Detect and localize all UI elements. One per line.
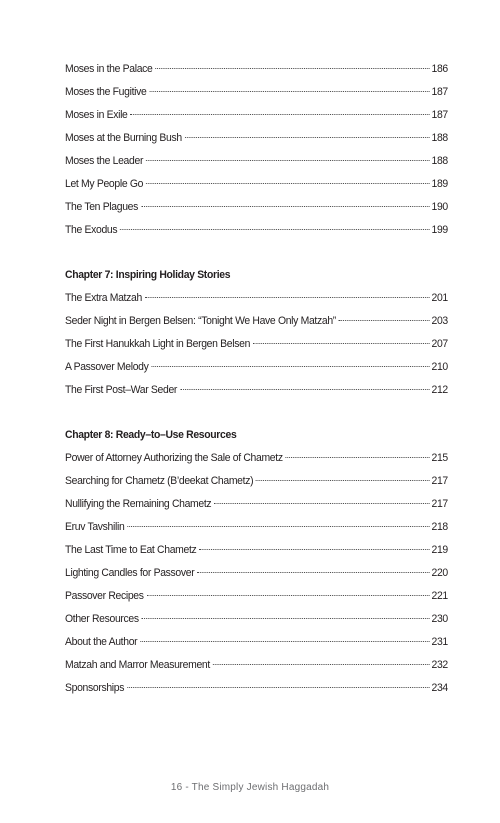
- toc-entry: [65, 539, 448, 562]
- dot-leader: [127, 687, 430, 688]
- toc-entry-page: 220: [431, 567, 448, 579]
- toc-entry-page: 218: [431, 521, 448, 533]
- page-footer: 16 - The Simply Jewish Haggadah: [170, 782, 330, 793]
- toc-entry-title: The Extra Matzah: [65, 292, 142, 304]
- toc-entry-title: Moses in the Palace: [65, 63, 153, 75]
- toc-entry: [65, 150, 448, 173]
- dot-leader: [146, 595, 429, 596]
- toc-entry: [65, 379, 448, 402]
- dot-leader: [120, 229, 430, 230]
- dot-leader: [140, 641, 430, 642]
- toc-entry: [65, 127, 448, 150]
- dot-leader: [197, 572, 429, 573]
- toc-entry: [65, 470, 448, 493]
- table-of-contents: [65, 58, 448, 700]
- toc-entry-page: 234: [431, 682, 448, 694]
- toc-entry-page: 189: [431, 178, 448, 190]
- toc-entry-title: Let My People Go: [65, 178, 144, 190]
- toc-entry-page: 207: [431, 338, 448, 350]
- toc-entry-page: 231: [431, 636, 448, 648]
- toc-entry: [65, 287, 448, 310]
- toc-entry-page: 232: [431, 659, 448, 671]
- toc-entry: [65, 516, 448, 539]
- toc-entry-title: Moses in Exile: [65, 109, 128, 121]
- toc-entry-page: 210: [431, 361, 448, 373]
- dot-leader: [199, 549, 429, 550]
- toc-section-chapter-8: [65, 447, 448, 700]
- toc-section-chapter-7: [65, 287, 448, 402]
- toc-entry-title: Moses the Fugitive: [65, 86, 147, 98]
- toc-entry-title: Lighting Candles for Passover: [65, 567, 195, 579]
- toc-section-moses: [65, 58, 448, 242]
- toc-entry: [65, 562, 448, 585]
- dot-leader: [155, 68, 429, 69]
- toc-entry-title: A Passover Melody: [65, 361, 149, 373]
- section-gap: [65, 242, 448, 264]
- toc-entry: [65, 333, 448, 356]
- toc-entry-page: 187: [431, 109, 448, 121]
- dot-leader: [256, 480, 430, 481]
- toc-entry-title: Sponsorships: [65, 682, 125, 694]
- toc-entry-page: 212: [431, 384, 448, 396]
- toc-entry: [65, 585, 448, 608]
- toc-entry: [65, 493, 448, 516]
- toc-entry: [65, 631, 448, 654]
- dot-leader: [130, 114, 429, 115]
- toc-entry-title: About the Author: [65, 636, 138, 648]
- toc-entry: [65, 356, 448, 379]
- toc-entry-page: 215: [431, 452, 448, 464]
- toc-entry: [65, 173, 448, 196]
- toc-entry-title: Searching for Chametz (B’deekat Chametz): [65, 475, 254, 487]
- toc-entry-title: Power of Attorney Authorizing the Sale of Chametz: [65, 452, 283, 464]
- dot-leader: [151, 366, 429, 367]
- toc-entry-page: 217: [431, 475, 448, 487]
- toc-entry: [65, 196, 448, 219]
- toc-entry-page: 186: [431, 63, 448, 75]
- chapter-7-heading: Chapter 7: Inspiring Holiday Stories: [65, 269, 231, 281]
- toc-entry-page: 203: [431, 315, 448, 327]
- toc-entry-page: 187: [431, 86, 448, 98]
- dot-leader: [146, 160, 430, 161]
- dot-leader: [180, 389, 430, 390]
- toc-entry-page: 219: [431, 544, 448, 556]
- dot-leader: [213, 664, 430, 665]
- toc-entry: [65, 447, 448, 470]
- toc-entry-page: 221: [431, 590, 448, 602]
- toc-entry-title: Passover Recipes: [65, 590, 144, 602]
- dot-leader: [141, 206, 430, 207]
- toc-entry: [65, 677, 448, 700]
- toc-entry: [65, 310, 448, 333]
- toc-entry: [65, 58, 448, 81]
- toc-entry-title: The Ten Plagues: [65, 201, 139, 213]
- toc-entry: [65, 654, 448, 677]
- toc-entry-page: 190: [431, 201, 448, 213]
- toc-entry-page: 201: [431, 292, 448, 304]
- section-gap: [65, 402, 448, 424]
- toc-entry-page: 199: [431, 224, 448, 236]
- toc-entry: [65, 81, 448, 104]
- toc-entry-title: The First Hanukkah Light in Bergen Belsen: [65, 338, 251, 350]
- dot-leader: [253, 343, 430, 344]
- toc-entry-page: 188: [431, 155, 448, 167]
- toc-entry-title: The First Post–War Seder: [65, 384, 178, 396]
- toc-entry-title: Eruv Tavshilin: [65, 521, 125, 533]
- toc-entry-title: Matzah and Marror Measurement: [65, 659, 210, 671]
- toc-entry: [65, 219, 448, 242]
- dot-leader: [214, 503, 430, 504]
- dot-leader: [185, 137, 430, 138]
- dot-leader: [146, 183, 430, 184]
- toc-entry-title: Nullifying the Remaining Chametz: [65, 498, 212, 510]
- dot-leader: [127, 526, 429, 527]
- toc-entry-page: 188: [431, 132, 448, 144]
- chapter-8-heading: Chapter 8: Ready–to–Use Resources: [65, 429, 237, 441]
- toc-entry: [65, 104, 448, 127]
- dot-leader: [145, 297, 430, 298]
- toc-entry-title: The Last Time to Eat Chametz: [65, 544, 197, 556]
- toc-entry-title: Moses the Leader: [65, 155, 144, 167]
- toc-entry-title: Seder Night in Bergen Belsen: “Tonight We Have Only Matzah”: [65, 315, 336, 327]
- toc-entry: [65, 608, 448, 631]
- toc-entry-page: 217: [431, 498, 448, 510]
- toc-entry-title: Other Resources: [65, 613, 139, 625]
- dot-leader: [142, 618, 430, 619]
- dot-leader: [339, 320, 430, 321]
- dot-leader: [149, 91, 429, 92]
- toc-entry-title: The Exodus: [65, 224, 118, 236]
- dot-leader: [285, 457, 429, 458]
- toc-entry-title: Moses at the Burning Bush: [65, 132, 182, 144]
- toc-entry-page: 230: [431, 613, 448, 625]
